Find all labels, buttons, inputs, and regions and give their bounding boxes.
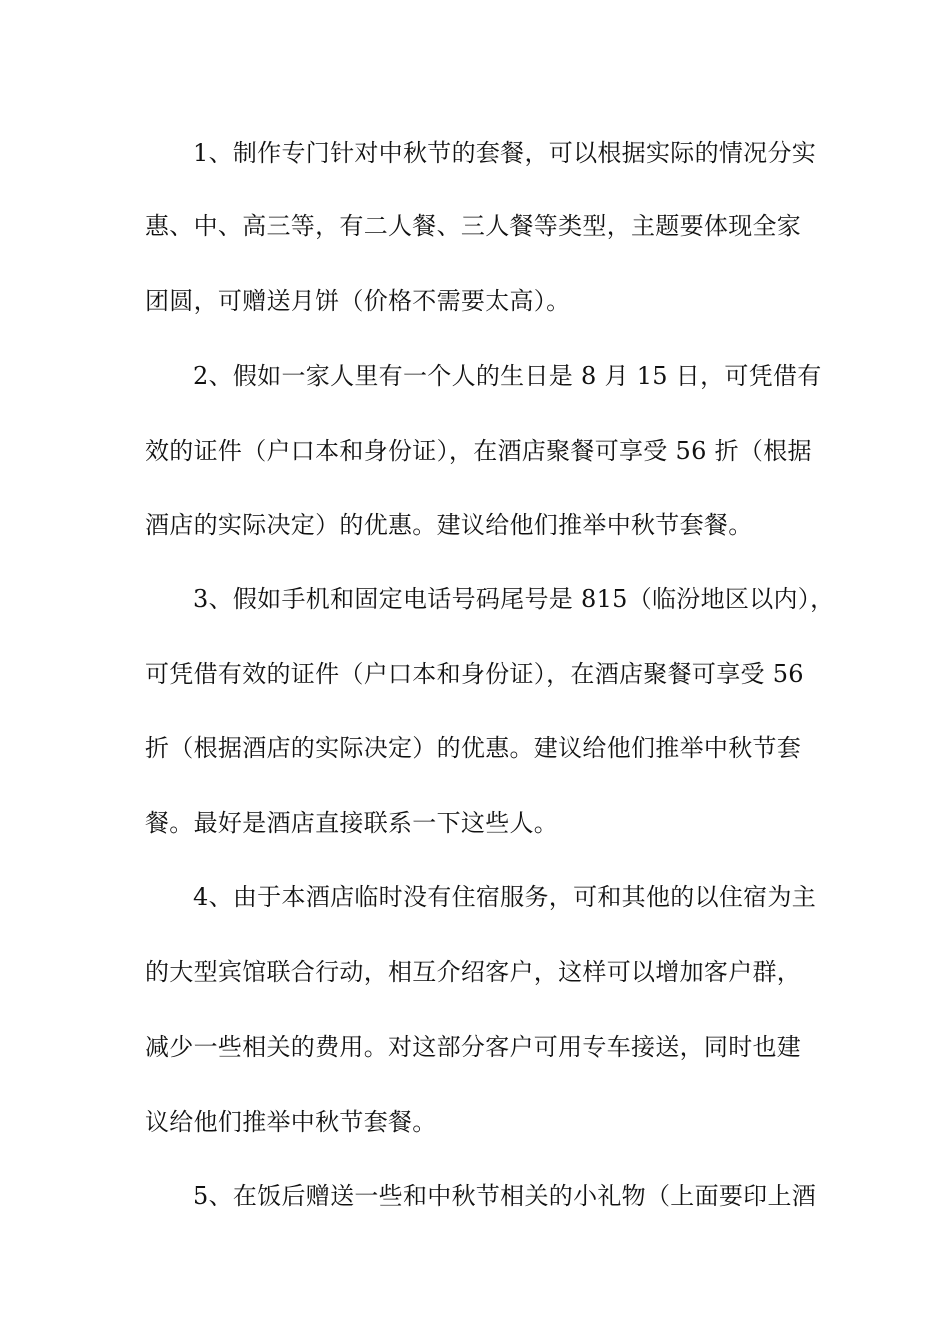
paragraph-4-line-1: 4、由于本酒店临时没有住宿服务，可和其他的以住宿为主 xyxy=(193,883,817,911)
paragraph-1-line-2: 惠、中、高三等，有二人餐、三人餐等类型，主题要体现全家 xyxy=(145,212,802,240)
paragraph-1-line-3: 团圆，可赠送月饼（价格不需要太高）。 xyxy=(145,287,571,315)
paragraph-2-line-2: 效的证件（户口本和身份证），在酒店聚餐可享受 56 折（根据 xyxy=(145,437,812,465)
paragraph-1-line-1: 1、制作专门针对中秋节的套餐，可以根据实际的情况分实 xyxy=(193,139,817,167)
paragraph-4-line-4: 议给他们推举中秋节套餐。 xyxy=(145,1108,437,1136)
paragraph-3-line-3: 折（根据酒店的实际决定）的优惠。建议给他们推举中秋节套 xyxy=(145,734,802,762)
paragraph-4-line-3: 减少一些相关的费用。对这部分客户可用专车接送，同时也建 xyxy=(145,1033,802,1061)
paragraph-5-line-1: 5、在饭后赠送一些和中秋节相关的小礼物（上面要印上酒 xyxy=(193,1182,817,1210)
paragraph-3-line-1: 3、假如手机和固定电话号码尾号是 815（临汾地区以内）， xyxy=(193,585,835,613)
paragraph-2-line-3: 酒店的实际决定）的优惠。建议给他们推举中秋节套餐。 xyxy=(145,511,753,539)
paragraph-4-line-2: 的大型宾馆联合行动，相互介绍客户，这样可以增加客户群， xyxy=(145,958,802,986)
paragraph-2-line-1: 2、假如一家人里有一个人的生日是 8 月 15 日，可凭借有 xyxy=(193,362,822,390)
paragraph-3-line-4: 餐。最好是酒店直接联系一下这些人。 xyxy=(145,809,559,837)
paragraph-3-line-2: 可凭借有效的证件（户口本和身份证），在酒店聚餐可享受 56 xyxy=(145,660,804,688)
